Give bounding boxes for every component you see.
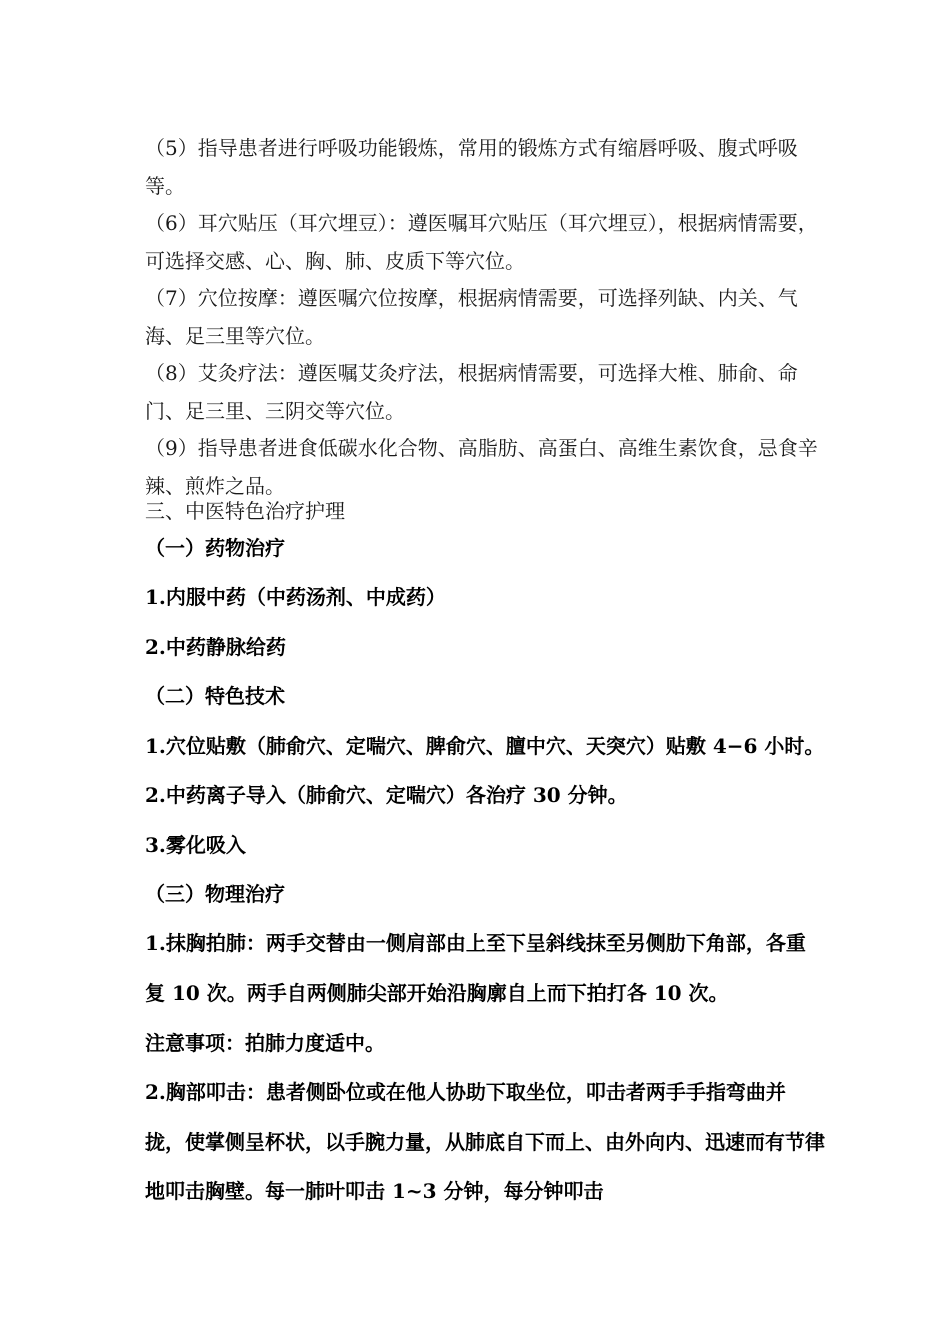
nursing-item-9: （9）指导患者进食低碳水化合物、高脂肪、高蛋白、高维生素饮食，忌食辛辣、煎炸之品。: [145, 436, 818, 498]
medication-item-1: 1.内服中药（中药汤剂、中成药）: [145, 585, 446, 609]
nursing-item-8: （8）艾灸疗法：遵医嘱艾灸疗法，根据病情需要，可选择大椎、肺俞、命门、足三里、三阴交等穴位。: [145, 361, 798, 423]
physical-item-1-note: 注意事项：拍肺力度适中。: [145, 1031, 385, 1055]
subsection-title-techniques: （二）特色技术: [145, 684, 285, 708]
nursing-item-5: （5）指导患者进行呼吸功能锻炼，常用的锻炼方式有缩唇呼吸、腹式呼吸等。: [145, 136, 798, 198]
physical-item-2: 2.胸部叩击：患者侧卧位或在他人协助下取坐位，叩击者两手手指弯曲并拢，使掌侧呈杯状，以手腕力量，从肺底自下而上、由外向内、迅速而有节律地叩击胸壁。每一肺叶叩击 1~3 分钟，每分钟叩击: [145, 1080, 825, 1203]
nursing-item-6: （6）耳穴贴压（耳穴埋豆）：遵医嘱耳穴贴压（耳穴埋豆），根据病情需要，可选择交感、心、胸、肺、皮质下等穴位。: [145, 211, 818, 273]
section-title: 三、中医特色治疗护理: [145, 499, 345, 523]
medication-item-2: 2.中药静脉给药: [145, 635, 286, 659]
subsection-title-medication: （一）药物治疗: [145, 536, 285, 560]
subsection-title-physical: （三）物理治疗: [145, 882, 285, 906]
nursing-item-7: （7）穴位按摩：遵医嘱穴位按摩，根据病情需要，可选择列缺、内关、气海、足三里等穴位。: [145, 286, 798, 348]
technique-item-2: 2.中药离子导入（肺俞穴、定喘穴）各治疗 30 分钟。: [145, 783, 628, 807]
technique-item-3: 3.雾化吸入: [145, 833, 246, 857]
physical-item-1: 1.抹胸拍肺：两手交替由一侧肩部由上至下呈斜线抹至另侧肋下角部，各重复 10 次。两手自两侧肺尖部开始沿胸廓自上而下拍打各 10 次。: [145, 931, 806, 1005]
technique-item-1: 1.穴位贴敷（肺俞穴、定喘穴、脾俞穴、膻中穴、天突穴）贴敷 4−6 小时。: [145, 734, 825, 758]
